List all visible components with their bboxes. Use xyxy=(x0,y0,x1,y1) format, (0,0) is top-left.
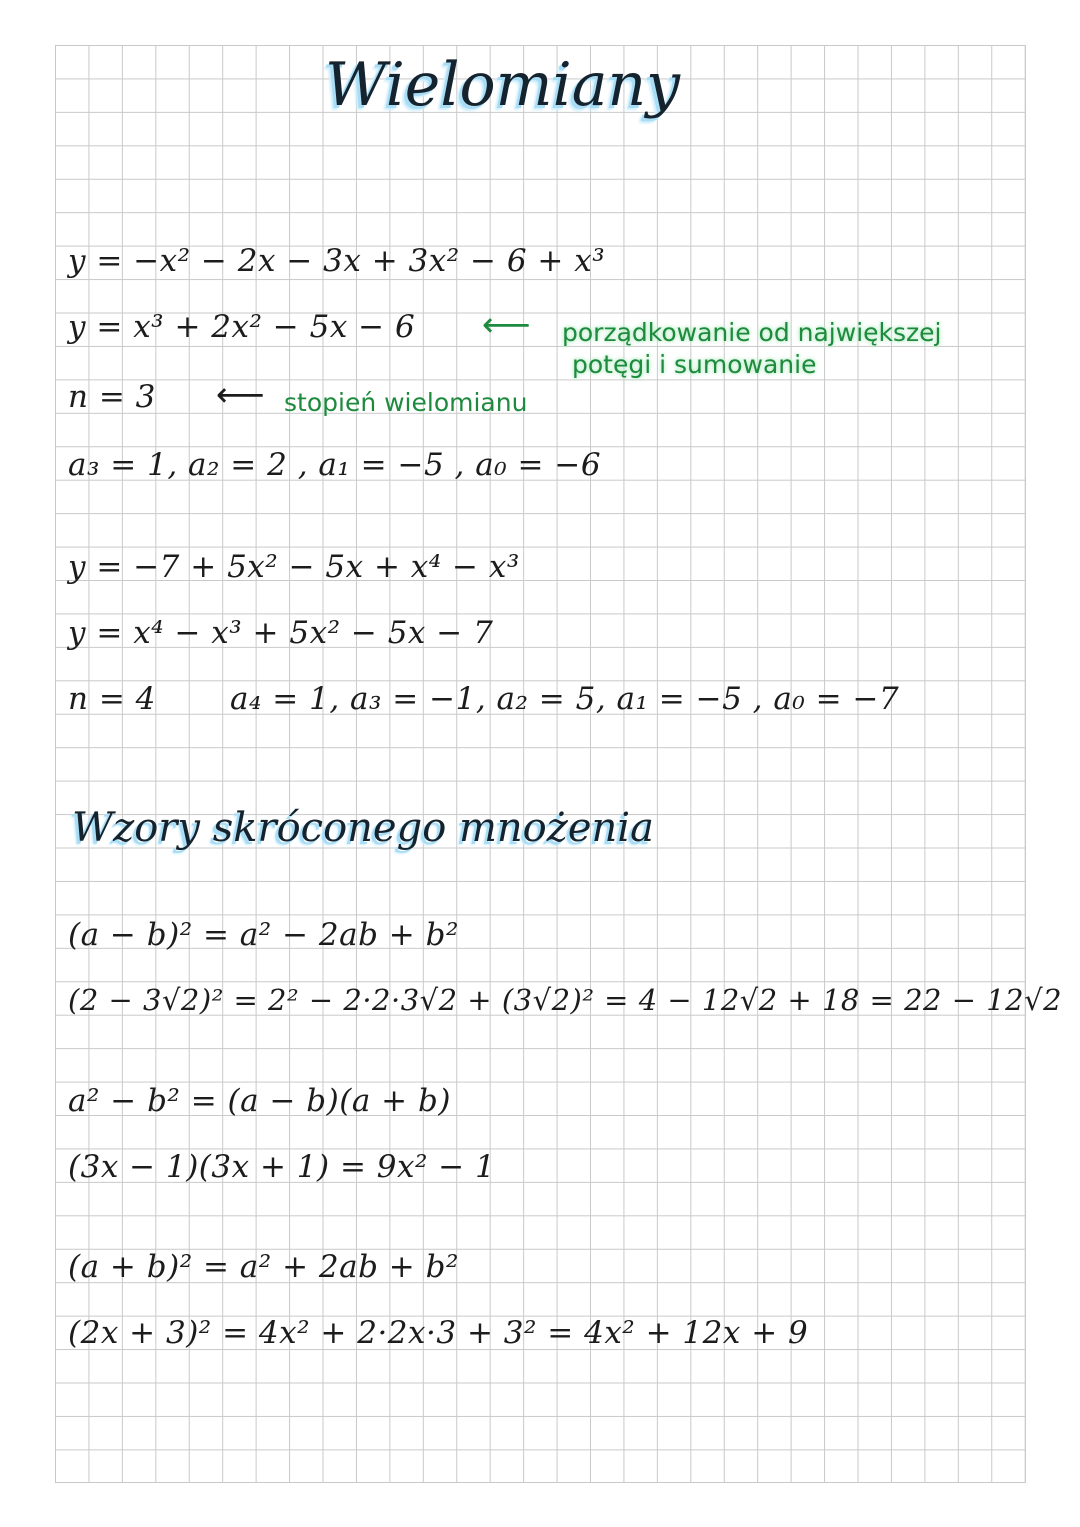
formula-sum-square: (a + b)² = a² + 2ab + b² xyxy=(68,1249,459,1285)
ex2-degree: n = 4 xyxy=(68,681,156,717)
ex1-coefficients: a₃ = 1, a₂ = 2 , a₁ = −5 , a₀ = −6 xyxy=(68,447,602,483)
page-title: Wielomiany xyxy=(325,50,681,120)
ex2-original-polynomial: y = −7 + 5x² − 5x + x⁴ − x³ xyxy=(68,549,520,585)
formula-difference-of-squares: a² − b² = (a − b)(a + b) xyxy=(68,1083,451,1119)
left-arrow-icon: ⟵ xyxy=(482,305,531,345)
ex1-note-line2: potęgi i sumowanie xyxy=(572,350,817,379)
formula-difference-square-example: (2 − 3√2)² = 2² − 2·2·3√2 + (3√2)² = 4 − 12√2 + 18 = 22 − 12√2 xyxy=(68,983,1063,1017)
ex2-ordered-polynomial: y = x⁴ − x³ + 5x² − 5x − 7 xyxy=(68,615,494,651)
ex1-original-polynomial: y = −x² − 2x − 3x + 3x² − 6 + x³ xyxy=(68,243,606,279)
ex2-coefficients: a₄ = 1, a₃ = −1, a₂ = 5, a₁ = −5 , a₀ = −7 xyxy=(230,681,900,717)
ex1-degree: n = 3 xyxy=(68,379,156,415)
ex1-degree-note: stopień wielomianu xyxy=(284,388,528,417)
formula-difference-square: (a − b)² = a² − 2ab + b² xyxy=(68,917,459,953)
left-arrow-icon: ⟵ xyxy=(216,375,265,415)
formula-sum-square-example: (2x + 3)² = 4x² + 2·2x·3 + 3² = 4x² + 12x + 9 xyxy=(68,1315,809,1351)
section-heading: Wzory skróconego mnożenia xyxy=(72,805,654,851)
ex1-ordered-polynomial: y = x³ + 2x² − 5x − 6 xyxy=(68,309,416,345)
ex1-note-line1: porządkowanie od największej xyxy=(562,318,942,347)
formula-difference-of-squares-example: (3x − 1)(3x + 1) = 9x² − 1 xyxy=(68,1149,496,1185)
